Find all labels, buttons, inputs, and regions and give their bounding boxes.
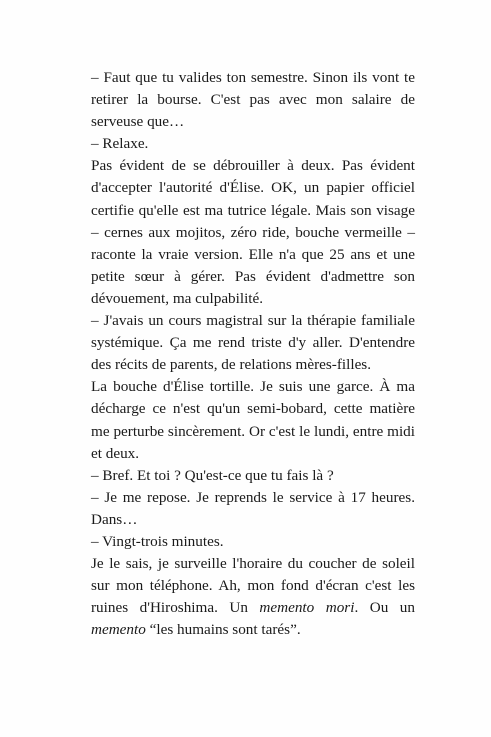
- paragraph-9-part-2: . Ou un: [354, 599, 415, 617]
- paragraph-1: – Faut que tu valides ton semestre. Sinon ils vont te retirer la bourse. C'est pas avec mon salaire de serveuse que…: [91, 69, 415, 131]
- paragraph-6: – Bref. Et toi ? Qu'est-ce que tu fais là ?: [91, 466, 334, 484]
- paragraph-3: Pas évident de se débrouiller à deux. Pas évident d'accepter l'autorité d'Élise. OK, un papier officiel certifie qu'elle est ma tutrice légale. Mais son visage – cernes aux mojitos, zéro ride, bouche vermeille – raconte la vraie version. Elle n'a que 25 ans et une petite sœur à gérer. Pas évident d'admettre son dévouement, ma culpabilité.: [91, 157, 415, 307]
- paragraph-9-italic-2: memento: [91, 621, 146, 639]
- paragraph-9-part-1: Je le sais, je surveille l'horaire du coucher de soleil sur mon téléphone. Ah, mon fond d'écran c'est les ruines d'Hiroshima. Un: [91, 555, 415, 617]
- paragraph-2: – Relaxe.: [91, 135, 149, 153]
- paragraph-5: La bouche d'Élise tortille. Je suis une garce. À ma décharge ce n'est qu'un semi-bobard, cette matière me perturbe sincèrement. Or c'est le lundi, entre midi et deux.: [91, 378, 415, 462]
- paragraph-9: [91, 553, 415, 641]
- paragraph-7: – Je me repose. Je reprends le service à 17 heures. Dans…: [91, 488, 415, 528]
- paragraph-8: – Vingt-trois minutes.: [91, 532, 224, 550]
- page-text: [91, 67, 415, 641]
- paragraph-4: – J'avais un cours magistral sur la thérapie familiale systémique. Ça me rend triste d'y aller. D'entendre des récits de parents, de relations mères-filles.: [91, 312, 415, 374]
- paragraph-9-italic-1: memento mori: [259, 599, 355, 617]
- paragraph-9-part-3: “les humains sont tarés”.: [145, 621, 301, 639]
